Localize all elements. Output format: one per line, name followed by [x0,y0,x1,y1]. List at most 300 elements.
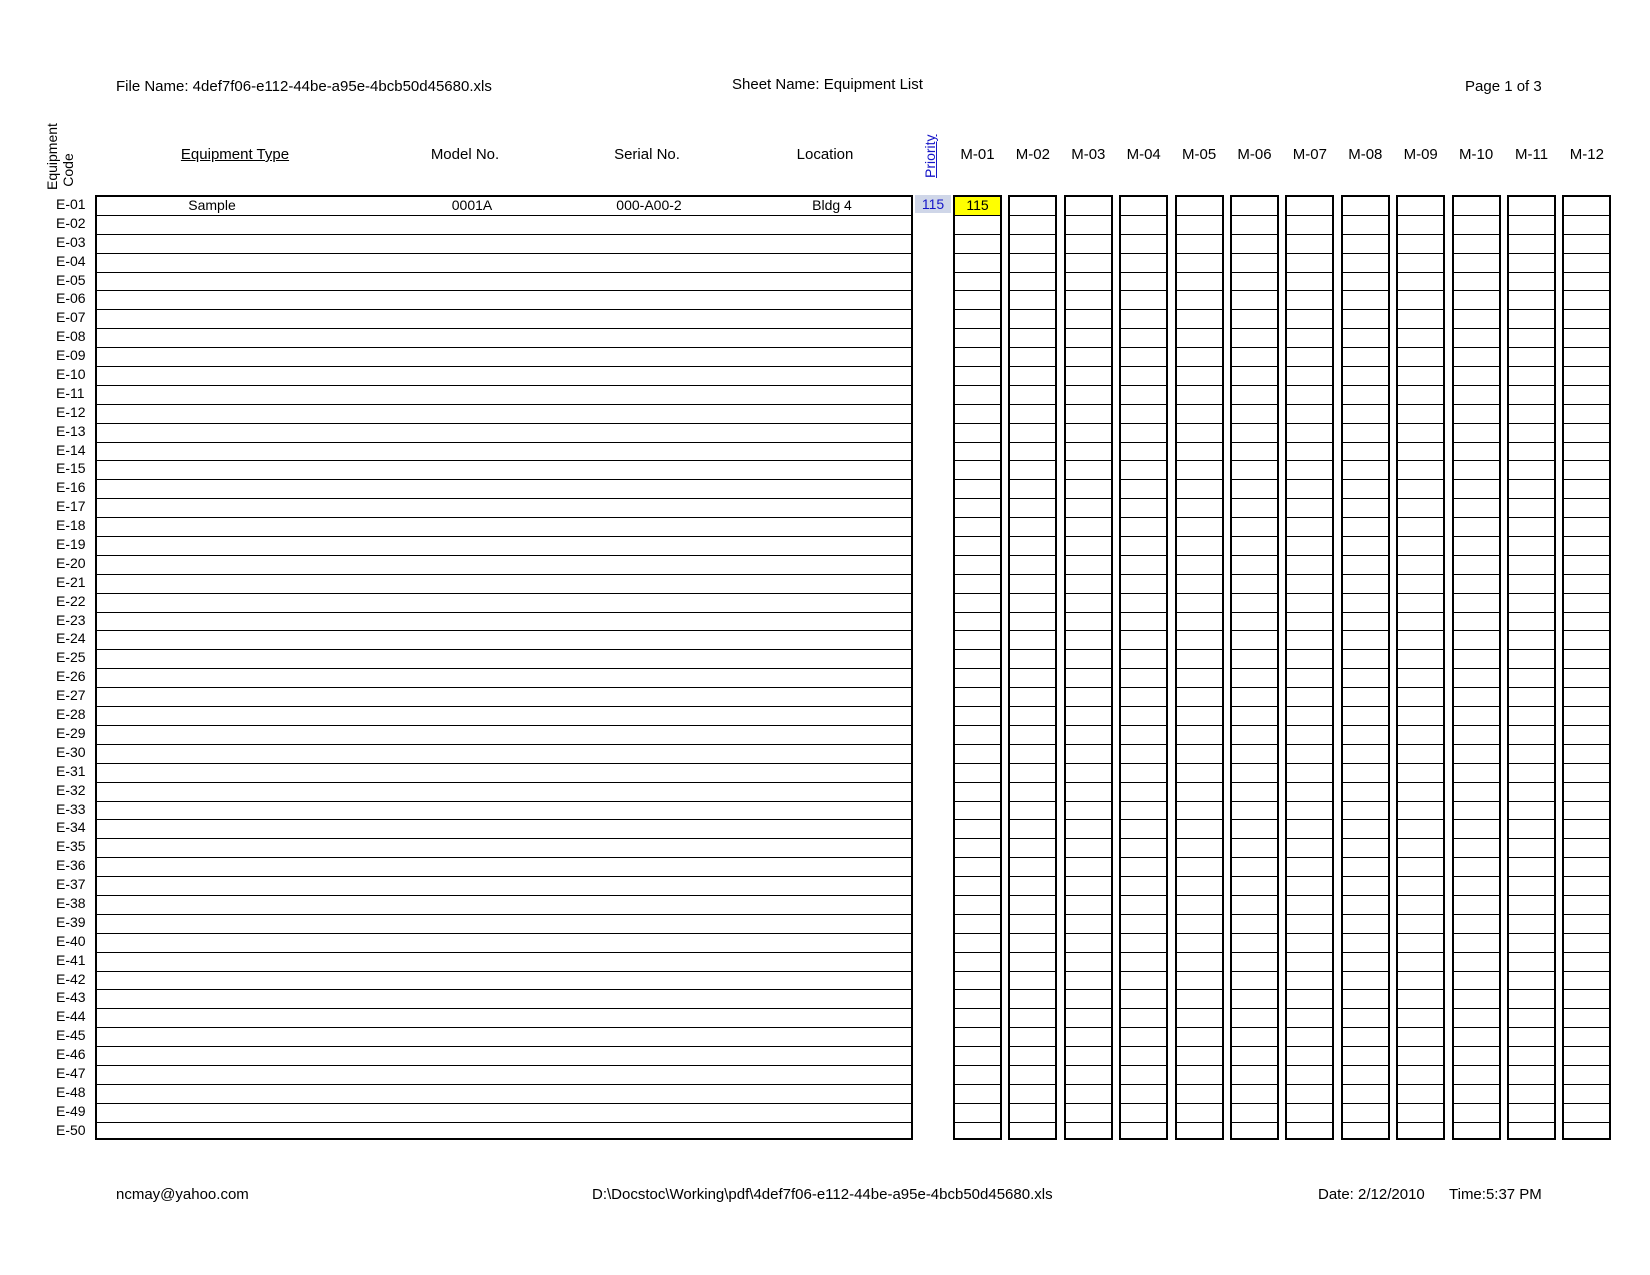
month-cell [1121,254,1166,273]
equipment-code: E-40 [56,932,86,949]
month-cell [1454,650,1499,669]
month-cell [1177,575,1222,594]
month-cell [1509,934,1554,953]
table-row [97,1104,911,1123]
month-cell [1287,613,1332,632]
footer-path: D:\Docstoc\Working\pdf\4def7f06-e112-44be-a95e-4bcb50d45680.xls [592,1186,1053,1203]
month-cell [1287,518,1332,537]
month-cell [1177,934,1222,953]
month-cell [1398,537,1443,556]
month-cell [1509,650,1554,669]
month-cell [1454,273,1499,292]
month-cell [1177,1123,1222,1142]
month-cell [955,367,1000,386]
month-cell [1454,915,1499,934]
month-cell [1066,367,1111,386]
month-cell [1509,575,1554,594]
month-cell [1287,537,1332,556]
month-cell [955,707,1000,726]
equipment-code: E-08 [56,328,86,345]
month-cell [1287,348,1332,367]
month-cell [1564,820,1609,839]
month-cell [1121,594,1166,613]
month-cell [1177,953,1222,972]
month-cell [1177,896,1222,915]
month-cell [1398,518,1443,537]
month-cell [1564,1085,1609,1104]
month-cell [1121,764,1166,783]
month-cell [1010,745,1055,764]
month-cell [955,424,1000,443]
month-cell [1398,1066,1443,1085]
equipment-code: E-31 [56,762,86,779]
month-cell [1509,953,1554,972]
month-cell: 115 [955,197,1000,216]
month-cell [1509,669,1554,688]
month-cell [1509,197,1554,216]
month-cell [1121,537,1166,556]
month-cell [955,1123,1000,1142]
month-cell [1287,820,1332,839]
month-cell [1287,499,1332,518]
month-cell [1287,575,1332,594]
month-cell [1066,273,1111,292]
month-cell [1454,1104,1499,1123]
month-cell [1177,461,1222,480]
month-cell [1564,386,1609,405]
month-cell [1066,953,1111,972]
month-cell [1564,254,1609,273]
month-cell [1010,1009,1055,1028]
month-cell [1066,783,1111,802]
footer-time: Time:5:37 PM [1449,1186,1542,1203]
equipment-code: E-11 [56,384,85,401]
equipment-code: E-41 [56,951,86,968]
month-cell [1509,1009,1554,1028]
month-cell [1287,1047,1332,1066]
table-row [97,1047,911,1066]
month-cell [1232,1104,1277,1123]
month-cell [1066,1066,1111,1085]
month-cell [1066,1047,1111,1066]
month-cell [1121,1028,1166,1047]
month-cell [1509,273,1554,292]
month-cell [1287,461,1332,480]
month-cell [1010,650,1055,669]
month-cell [1010,1104,1055,1123]
table-row [97,235,911,254]
sheet-name: Sheet Name: Equipment List [732,76,923,93]
month-cell [1010,594,1055,613]
month-header: M-11 [1514,146,1549,163]
month-cell [1121,802,1166,821]
month-cell [1398,367,1443,386]
month-cell [1010,783,1055,802]
month-cell [1509,235,1554,254]
month-cell [1177,820,1222,839]
month-cell [1066,499,1111,518]
month-cell [1121,631,1166,650]
month-cell [955,443,1000,462]
month-header: M-02 [1015,146,1050,163]
month-cell [1010,764,1055,783]
table-row [97,310,911,329]
month-cell [1177,915,1222,934]
month-cell [1564,291,1609,310]
month-cell [1121,972,1166,991]
priority-header-link[interactable]: Priority [922,134,938,178]
month-cell [1398,650,1443,669]
month-cell [1177,707,1222,726]
month-cell [1509,386,1554,405]
month-cell [1454,367,1499,386]
table-row [97,896,911,915]
table-row [97,990,911,1009]
month-cell [1454,348,1499,367]
page-number: Page 1 of 3 [1465,78,1542,95]
month-cell [1177,480,1222,499]
month-cell [1287,669,1332,688]
table-row [97,1028,911,1047]
month-cell [1564,669,1609,688]
month-cell [1454,1028,1499,1047]
month-cell [1066,707,1111,726]
month-cell [1121,990,1166,1009]
month-cell [1343,726,1388,745]
month-cell [1232,329,1277,348]
month-cell [1010,839,1055,858]
equipment-code: E-24 [56,630,86,647]
month-cell [1287,386,1332,405]
equipment-code: E-21 [56,573,86,590]
month-cell [1343,537,1388,556]
month-cell [1121,820,1166,839]
month-cell [1121,934,1166,953]
equipment-code: E-09 [56,347,86,364]
month-cell [955,405,1000,424]
table-row [97,1009,911,1028]
month-cell [1010,688,1055,707]
month-cell [1509,461,1554,480]
month-header: M-06 [1237,146,1272,163]
month-cell [1509,839,1554,858]
month-cell [1121,216,1166,235]
table-row [97,764,911,783]
month-cell [1010,273,1055,292]
month-cell [1121,953,1166,972]
table-row [97,934,911,953]
month-cell [1232,613,1277,632]
month-cell [1066,896,1111,915]
month-cell [1509,310,1554,329]
month-cell [1564,934,1609,953]
month-cell [1454,1123,1499,1142]
month-cell [1232,915,1277,934]
month-cell [1066,537,1111,556]
month-column [1175,195,1224,1140]
month-cell [1454,688,1499,707]
month-cell [1454,329,1499,348]
month-cell [1398,216,1443,235]
month-cell [1121,575,1166,594]
month-cell [955,783,1000,802]
month-cell [1454,1066,1499,1085]
month-cell [1066,386,1111,405]
equipment-code: E-39 [56,913,86,930]
month-cell [1287,764,1332,783]
month-cell [1398,1028,1443,1047]
month-cell [1509,480,1554,499]
month-column [1285,195,1334,1140]
month-cell [1010,424,1055,443]
table-row [97,499,911,518]
month-cell [1232,802,1277,821]
month-cell [1121,518,1166,537]
month-cell [955,254,1000,273]
month-cell [1121,669,1166,688]
month-cell [1343,424,1388,443]
month-cell [1343,367,1388,386]
month-cell [1343,1104,1388,1123]
month-cell [1454,802,1499,821]
month-cell [1177,499,1222,518]
month-cell [1121,348,1166,367]
month-cell [1121,783,1166,802]
month-cell [1454,953,1499,972]
month-cell [1398,348,1443,367]
table-row [97,329,911,348]
month-cell [1287,480,1332,499]
month-cell [1454,575,1499,594]
month-cell [1232,650,1277,669]
equipment-code: E-30 [56,743,86,760]
month-cell [1066,575,1111,594]
month-cell [1454,254,1499,273]
month-cell [1454,990,1499,1009]
table-row [97,348,911,367]
month-cell [1232,726,1277,745]
month-cell [1509,915,1554,934]
month-cell [1564,707,1609,726]
equipment-code: E-38 [56,894,86,911]
month-cell [1010,613,1055,632]
month-cell [1232,424,1277,443]
month-cell [955,1066,1000,1085]
month-cell [1177,1104,1222,1123]
month-cell [1177,424,1222,443]
month-cell [1564,783,1609,802]
month-cell [1066,424,1111,443]
month-cell [1232,953,1277,972]
month-cell [1343,858,1388,877]
month-cell [955,480,1000,499]
month-cell [1509,556,1554,575]
month-cell [1287,745,1332,764]
month-cell [1509,858,1554,877]
month-cell [1343,575,1388,594]
month-cell [955,216,1000,235]
month-cell [1232,858,1277,877]
month-cell [1287,972,1332,991]
month-cell [1454,594,1499,613]
month-cell [1343,972,1388,991]
month-cell [955,556,1000,575]
month-cell [1454,896,1499,915]
table-row [97,783,911,802]
month-column [1507,195,1556,1140]
equipment-code: E-23 [56,611,86,628]
month-cell [1010,291,1055,310]
month-cell [1121,896,1166,915]
month-cell [1564,1123,1609,1142]
table-row [97,254,911,273]
month-cell [1177,669,1222,688]
month-cell [1343,1085,1388,1104]
month-cell [1287,1085,1332,1104]
equipment-code-list [56,195,92,1140]
month-cell [1509,745,1554,764]
month-cell [1564,518,1609,537]
month-cell [1066,1009,1111,1028]
month-cell [1509,216,1554,235]
month-cell [1177,745,1222,764]
month-cell [1177,802,1222,821]
month-cell [1066,235,1111,254]
table-row [97,216,911,235]
month-cell [1177,537,1222,556]
month-cell [1287,631,1332,650]
month-cell [1121,329,1166,348]
month-cell [1066,669,1111,688]
month-cell [1398,329,1443,348]
month-cell [1509,329,1554,348]
month-cell [955,1028,1000,1047]
month-cell [1232,594,1277,613]
month-cell [1398,764,1443,783]
equipment-code: E-14 [56,441,86,458]
month-cell [1232,310,1277,329]
month-cell [1398,820,1443,839]
month-cell [1509,877,1554,896]
table-row [97,953,911,972]
month-cell [1343,216,1388,235]
month-cell [955,1104,1000,1123]
month-cell [1232,197,1277,216]
month-cell [1343,1028,1388,1047]
equipment-code: E-43 [56,989,86,1006]
month-cell [1398,953,1443,972]
month-cell [1454,556,1499,575]
table-row [97,594,911,613]
month-cell [1343,896,1388,915]
month-cell [1564,764,1609,783]
month-header: M-04 [1126,146,1161,163]
month-cell [1066,254,1111,273]
month-cell [1454,764,1499,783]
month-cell [1010,556,1055,575]
month-cell [1010,254,1055,273]
month-column [1396,195,1445,1140]
equipment-type-header: Equipment Type [180,146,290,163]
month-cell [1232,1028,1277,1047]
month-cell [1010,631,1055,650]
month-cell [1177,405,1222,424]
month-cell [1121,707,1166,726]
month-cell [1454,972,1499,991]
equipment-code: E-17 [56,498,86,515]
month-cell [1564,613,1609,632]
month-cell [1121,613,1166,632]
month-cell [1121,499,1166,518]
month-header: M-05 [1182,146,1217,163]
month-cell [1509,1066,1554,1085]
month-cell [1121,367,1166,386]
month-cell [1177,631,1222,650]
month-cell [1398,972,1443,991]
month-cell [1232,839,1277,858]
month-cell [1066,650,1111,669]
equipment-code: E-46 [56,1046,86,1063]
month-cell [955,1047,1000,1066]
month-cell [1564,594,1609,613]
month-cell [1398,839,1443,858]
month-cell [1010,575,1055,594]
month-cell [1454,820,1499,839]
month-cell [1232,575,1277,594]
month-cell [1343,197,1388,216]
month-cell [1066,726,1111,745]
month-cell [1121,1085,1166,1104]
equipment-code: E-28 [56,706,86,723]
month-cell [955,688,1000,707]
month-cell [955,1009,1000,1028]
footer-email: ncmay@yahoo.com [116,1186,249,1203]
month-cell [1177,518,1222,537]
month-cell [1398,915,1443,934]
month-cell [955,764,1000,783]
month-cell [1398,783,1443,802]
month-cell [1398,273,1443,292]
month-cell [1232,783,1277,802]
month-cell [1010,820,1055,839]
month-cell [1564,348,1609,367]
month-cell [1509,594,1554,613]
month-cell [955,291,1000,310]
month-header: M-03 [1071,146,1106,163]
table-row [97,518,911,537]
month-header: M-07 [1292,146,1327,163]
month-cell [1010,518,1055,537]
month-cell [1509,1085,1554,1104]
equipment-code: E-29 [56,724,86,741]
month-cell [1509,254,1554,273]
month-cell [1010,915,1055,934]
month-cell [1343,235,1388,254]
month-cell [1177,594,1222,613]
month-cell [1454,783,1499,802]
month-cell [1287,216,1332,235]
month-cell [1509,990,1554,1009]
month-cell [1398,424,1443,443]
month-cell [1066,1104,1111,1123]
month-cell [1398,896,1443,915]
month-cell [1066,480,1111,499]
month-cell [1010,329,1055,348]
month-cell [1398,1123,1443,1142]
month-cell [1287,197,1332,216]
equipment-code: E-48 [56,1083,86,1100]
month-cell [1121,745,1166,764]
